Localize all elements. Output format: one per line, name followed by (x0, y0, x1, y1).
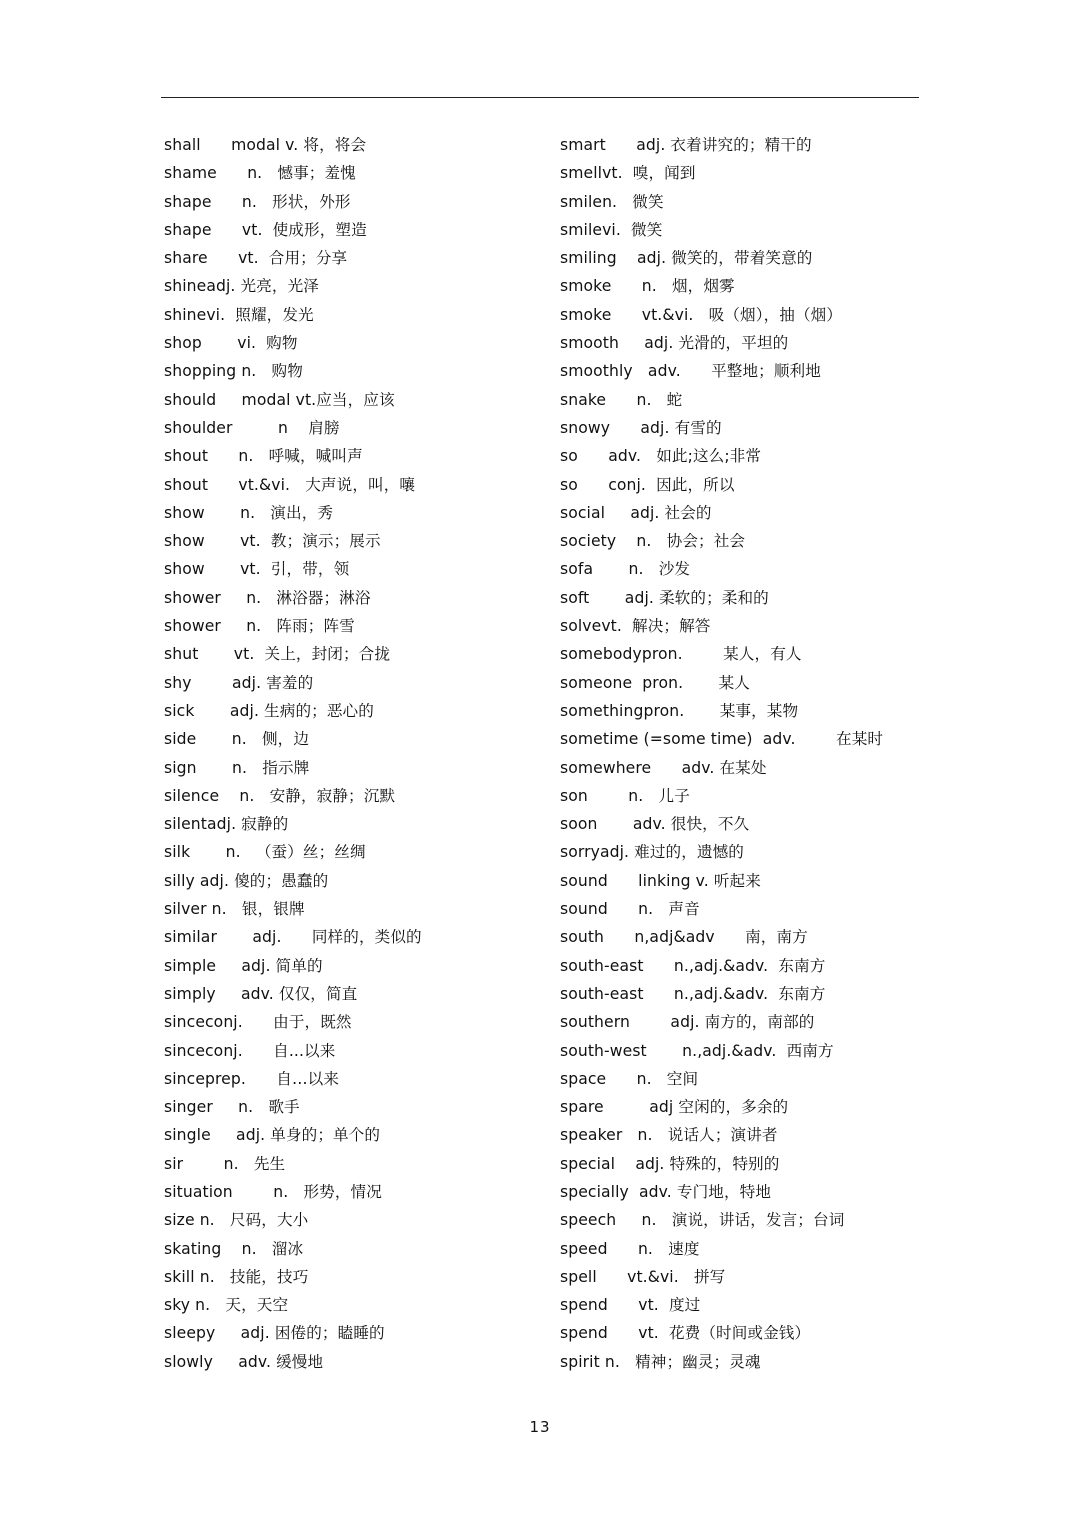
vocab-entry: shineadj. 光亮，光泽 (164, 277, 319, 296)
vocab-entry: snake n. 蛇 (560, 390, 683, 409)
vocab-entry: smoke n. 烟，烟雾 (560, 277, 735, 296)
vocab-entry: show vt. 教；演示；展示 (164, 532, 381, 551)
vocab-entry: silence n. 安静，寂静；沉默 (164, 786, 396, 805)
vocab-entry: spend vt. 度过 (560, 1296, 701, 1315)
vocab-entry: silentadj. 寂静的 (164, 815, 289, 834)
vocab-entry: skating n. 溜冰 (164, 1239, 304, 1258)
vocab-entry: somebodypron. 某人，有人 (560, 645, 802, 664)
vocab-entry: shape vt. 使成形，塑造 (164, 220, 367, 239)
vocab-entry: silly adj. 傻的；愚蠢的 (164, 871, 329, 890)
vocab-entry: sleepy adj. 困倦的；瞌睡的 (164, 1324, 385, 1343)
vocab-entry: shame n. 憾事；羞愧 (164, 164, 356, 183)
vocab-entry: sign n. 指示牌 (164, 758, 310, 777)
vocab-entry: sinceconj. 自...以来 (164, 1041, 336, 1060)
vocab-entry: shut vt. 关上，封闭；合拢 (164, 645, 391, 664)
vocab-entry: somewhere adv. 在某处 (560, 758, 767, 777)
vocab-entry: smoothly adv. 平整地；顺利地 (560, 362, 821, 381)
vocab-entry: should modal vt.应当，应该 (164, 390, 395, 409)
vocab-entry: simply adv. 仅仅，简直 (164, 984, 358, 1003)
vocab-entry: shout n. 呼喊，喊叫声 (164, 447, 363, 466)
vocab-entry: south n,adj&adv 南，南方 (560, 928, 808, 947)
vocab-entry: side n. 侧，边 (164, 730, 310, 749)
vocab-entry: smart adj. 衣着讲究的；精干的 (560, 136, 812, 154)
vocab-entry: show n. 演出，秀 (164, 503, 334, 522)
vocab-entry: smellvt. 嗅，闻到 (560, 164, 696, 183)
vocab-entry: single adj. 单身的；单个的 (164, 1126, 381, 1145)
vocab-entry: shape n. 形状，外形 (164, 192, 351, 211)
vocab-entry: south-west n.,adj.&adv. 西南方 (560, 1041, 834, 1060)
vocab-entry: shop vi. 购物 (164, 334, 298, 353)
vocab-entry: sick adj. 生病的；恶心的 (164, 701, 374, 720)
vocab-entry: speech n. 演说，讲话，发言；台词 (560, 1211, 845, 1230)
vocab-entry: sky n. 天，天空 (164, 1296, 289, 1315)
page-number: 13 (529, 1418, 551, 1436)
vocab-entry: sinceprep. 自…以来 (164, 1069, 340, 1088)
vocab-entry: spare adj 空闲的，多余的 (560, 1098, 789, 1117)
vocab-entry: spirit n. 精神；幽灵；灵魂 (560, 1352, 761, 1371)
vocab-entry: sir n. 先生 (164, 1154, 286, 1173)
vocab-entry: soon adv. 很快，不久 (560, 815, 750, 834)
vocab-entry: spend vt. 花费（时间或金钱） (560, 1324, 811, 1343)
vocab-entry: sofa n. 沙发 (560, 560, 691, 579)
vocab-entry: shower n. 淋浴器；淋浴 (164, 588, 371, 607)
vocab-entry: special adj. 特殊的，特别的 (560, 1154, 780, 1173)
vocab-entry: space n. 空间 (560, 1069, 699, 1088)
vocab-entry: shy adj. 害羞的 (164, 673, 314, 692)
vocab-entry: somethingpron. 某事，某物 (560, 701, 799, 720)
vocab-entry: spell vt.&vi. 拼写 (560, 1267, 726, 1286)
vocab-entry: slowly adv. 缓慢地 (164, 1352, 324, 1371)
vocab-entry: smiling adj. 微笑的，带着笑意的 (560, 249, 813, 268)
vocab-entry: smoke vt.&vi. 吸（烟），抽（烟） (560, 305, 843, 324)
left-word-column (164, 131, 544, 1376)
vocab-entry: sorryadj. 难过的，遗憾的 (560, 843, 744, 862)
vocab-entry: skill n. 技能，技巧 (164, 1267, 309, 1286)
vocab-entry: simple adj. 简单的 (164, 956, 323, 975)
vocab-entry: smilevi. 微笑 (560, 220, 663, 239)
vocab-entry: shinevi. 照耀，发光 (164, 305, 314, 324)
vocab-entry: show vt. 引，带，领 (164, 560, 350, 579)
vocab-entry: so conj. 因此，所以 (560, 475, 735, 494)
vocab-entry: speaker n. 说话人；演讲者 (560, 1126, 778, 1145)
vocab-entry: specially adv. 专门地，特地 (560, 1182, 772, 1201)
vocab-entry: shower n. 阵雨；阵雪 (164, 617, 355, 636)
vocab-entry: silk n. （蚕）丝；丝绸 (164, 843, 366, 862)
right-word-column (560, 131, 920, 1376)
vocab-entry: singer n. 歌手 (164, 1098, 300, 1117)
vocab-entry: south-east n.,adj.&adv. 东南方 (560, 956, 826, 975)
vocab-entry: size n. 尺码，大小 (164, 1211, 309, 1230)
vocab-entry: sound n. 声音 (560, 900, 700, 919)
vocab-entry: southern adj. 南方的，南部的 (560, 1013, 815, 1032)
vocab-entry: speed n. 速度 (560, 1239, 700, 1258)
vocab-entry: someone pron. 某人 (560, 673, 750, 692)
vocab-entry: society n. 协会；社会 (560, 532, 746, 551)
vocab-entry: south-east n.,adj.&adv. 东南方 (560, 984, 826, 1003)
vocab-entry: shout vt.&vi. 大声说，叫，嚷 (164, 475, 416, 494)
vocab-entry: similar adj. 同样的，类似的 (164, 928, 422, 947)
vocab-entry: so adv. 如此;这么;非常 (560, 447, 762, 466)
vocab-entry: snowy adj. 有雪的 (560, 418, 722, 437)
vocab-entry: sometime (=some time) adv. 在某时 (560, 730, 884, 749)
vocab-entry: shopping n. 购物 (164, 362, 303, 381)
vocab-entry: silver n. 银，银牌 (164, 900, 305, 919)
vocab-entry: sinceconj. 由于，既然 (164, 1013, 352, 1032)
vocab-entry: social adj. 社会的 (560, 503, 712, 522)
vocab-entry: share vt. 合用；分享 (164, 249, 348, 268)
vocab-entry: smilen. 微笑 (560, 192, 664, 211)
vocab-entry: shall modal v. 将，将会 (164, 136, 367, 154)
vocab-entry: shoulder n 肩膀 (164, 418, 340, 437)
vocab-entry: solvevt. 解决；解答 (560, 617, 711, 636)
vocab-entry: smooth adj. 光滑的，平坦的 (560, 334, 789, 353)
vocab-entry: situation n. 形势，情况 (164, 1182, 382, 1201)
vocab-entry: sound linking v. 听起来 (560, 871, 761, 890)
vocab-entry: son n. 儿子 (560, 786, 690, 805)
header-rule (161, 97, 919, 98)
vocab-entry: soft adj. 柔软的；柔和的 (560, 588, 769, 607)
